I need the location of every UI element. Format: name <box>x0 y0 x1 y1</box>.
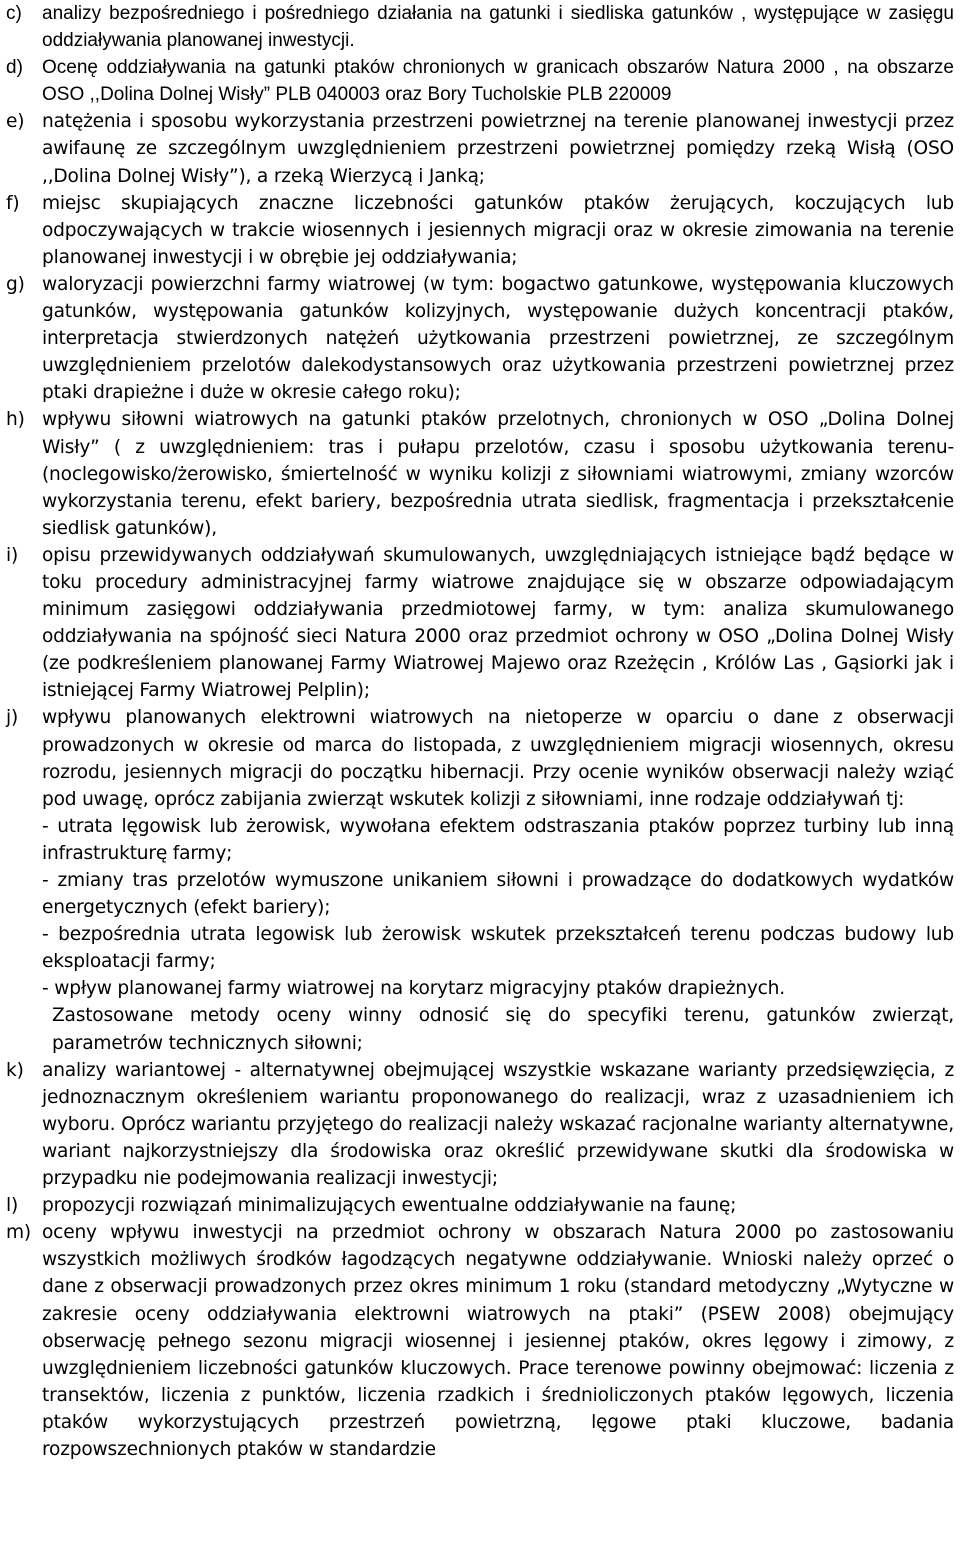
item-text: miejsc skupiających znaczne liczebności gatunków ptaków żerujących, koczujących lub odpoczywających w trakcie wiosennych i jesiennych migracji oraz w okresie zimowania na terenie planowanej inwestycji i w obrębie jej oddziaływania; <box>42 192 954 268</box>
item-text: Ocenę oddziaływania na gatunki ptaków chronionych w granicach obszarów Natura 2000 , na obszarze OSO ,,Dolina Dolnej Wisły” PLB 040003 oraz Bory Tucholskie PLB 220009 <box>42 57 954 106</box>
dash-item: - zmiany tras przelotów wymuszone unikaniem siłowni i prowadzące do dodatkowych wydatków energetycznych (efekt bariery); <box>42 870 954 919</box>
item-label: k) <box>6 1059 24 1081</box>
item-text: opisu przewidywanych oddziaływań skumulowanych, uwzględniających istniejące bądź będące w toku procedury administracyjnej farmy wiatrowe znajdujące się w obszarze odpowiadającym minimum zasięgowi oddziaływania przedmiotowej farmy, w tym: analiza skumulowanego oddziaływania na spójność sieci Natura 2000 oraz przedmiot ochrony w OSO „Dolina Dolnej Wisły (ze podkreśleniem planowanej Farmy Wiatrowej Majewo oraz Rzeżęcin , Królów Las , Gąsiorki jak i istniejącej Farmy Wiatrowej Pelplin); <box>42 544 954 702</box>
list-item-h <box>6 406 954 541</box>
item-text: oceny wpływu inwestycji na przedmiot ochrony w obszarach Natura 2000 po zastosowaniu wszystkich możliwych środków łagodzących negatywne oddziaływanie. Wnioski należy oprzeć o dane z obserwacji prowadzonych przez okres minimum 1 roku (standard metodyczny „Wytyczne w zakresie oceny oddziaływania elektrowni wiatrowych na ptaki” (PSEW 2008) obejmujący obserwację pełnego sezonu migracji wiosennej i jesiennej ptaków, okres lęgowy i zimowy, z uwzględnieniem liczebności gatunków kluczowych. Prace terenowe powinny obejmować: liczenia z transektów, liczenia z punktów, liczenia rzadkich i średnioliczonych ptaków lęgowych, liczenia ptaków wykorzystujących przestrzeń powietrzną, lęgowe ptaki kluczowe, badania rozpowszechnionych ptaków w standardzie <box>42 1222 954 1460</box>
item-text: analizy bezpośredniego i pośredniego działania na gatunki i siedliska gatunków , występujące w zasięgu oddziaływania planowanej inwestycji. <box>42 3 954 52</box>
item-text: wpływu planowanych elektrowni wiatrowych na nietoperze w oparciu o dane z obserwacji prowadzonych w okresie od marca do listopada, z uwzględnieniem migracji wiosennych, okresu rozrodu, jesiennych migracji do początku hibernacji. Przy ocenie wyników obserwacji należy wziąć pod uwagę, oprócz zabijania zwierząt wskutek kolizji z siłowniami, inne rodzaje oddziaływań tj: <box>42 707 954 810</box>
item-text: propozycji rozwiązań minimalizujących ewentualne oddziaływanie na faunę; <box>42 1195 737 1217</box>
item-label: g) <box>6 273 25 295</box>
item-text: natężenia i sposobu wykorzystania przestrzeni powietrznej na terenie planowanej inwestycji przez awifaunę ze szczególnym uwzględnieniem przestrzeni powietrznej pomiędzy rzeką Wisłą (OSO ,,Dolina Dolnej Wisły”), a rzeką Wierzycą i Janką; <box>42 111 954 187</box>
item-label: h) <box>6 409 25 431</box>
list-item-i <box>6 542 954 705</box>
list-item-k <box>6 1057 954 1192</box>
list-item-g <box>6 271 954 406</box>
item-text: wpływu siłowni wiatrowych na gatunki ptaków przelotnych, chronionych w OSO „Dolina Dolnej Wisły” ( z uwzględnieniem: tras i pułapu przelotów, czasu i sposobu użytkowania terenu- (noclegowisko/żerowisko, śmiertelność w wyniku kolizji z siłowniami wiatrowymi, zmiany wzorców wykorzystania terenu, efekt bariery, bezpośrednia utrata siedlisk, fragmentacja i przekształcenie siedlisk gatunków), <box>42 409 954 539</box>
list-item-f <box>6 190 954 271</box>
list-item-d <box>6 54 954 108</box>
item-label: i) <box>6 544 19 566</box>
item-label: e) <box>6 111 25 133</box>
dash-item: - utrata lęgowisk lub żerowisk, wywołana efektem odstraszania ptaków poprzez turbiny lub inną infrastrukturę farmy; <box>42 815 954 864</box>
item-label: c) <box>6 3 22 24</box>
item-label: f) <box>6 192 20 214</box>
dash-item: - bezpośrednia utrata legowisk lub żerowisk wskutek przekształceń terenu podczas budowy lub eksploatacji farmy; <box>42 924 954 973</box>
list-item-j <box>6 704 954 1056</box>
item-label: d) <box>6 57 23 79</box>
item-label: m) <box>6 1222 31 1244</box>
item-label: l) <box>6 1195 19 1217</box>
list-item-e <box>6 108 954 189</box>
item-label: j) <box>6 707 19 729</box>
item-text: analizy wariantowej - alternatywnej obejmującej wszystkie wskazane warianty przedsięwzięcia, z jednoznacznym określeniem wariantu proponowanego do realizacji, wraz z uzasadnieniem ich wyboru. Oprócz wariantu przyjętego do realizacji należy wskazać racjonalne warianty alternatywne, wariant najkorzystniejszy dla środowiska oraz określić przewidywane skutki dla środowiska w przypadku nie podejmowania realizacji inwestycji; <box>42 1059 954 1190</box>
list-item-l <box>6 1192 954 1219</box>
dash-item: - wpływ planowanej farmy wiatrowej na korytarz migracyjny ptaków drapieżnych. <box>42 978 785 1000</box>
item-text: waloryzacji powierzchni farmy wiatrowej (w tym: bogactwo gatunkowe, występowania kluczowych gatunków, występowania gatunków kolizyjnych, występowanie dużych koncentracji ptaków, interpretacja stwierdzonych natężeń użytkowania przestrzeni powietrznej, ze szczególnym uwzględnieniem przelotów dalekodystansowych oraz użytkowania przestrzeni powietrznej przez ptaki drapieżne i duże w okresie całego roku); <box>42 273 954 404</box>
list-item-m <box>6 1219 954 1463</box>
list-item-c <box>6 0 954 54</box>
methods-note: Zastosowane metody oceny winny odnosić się do specyfiki terenu, gatunków zwierząt, parametrów technicznych siłowni; <box>52 1005 954 1054</box>
